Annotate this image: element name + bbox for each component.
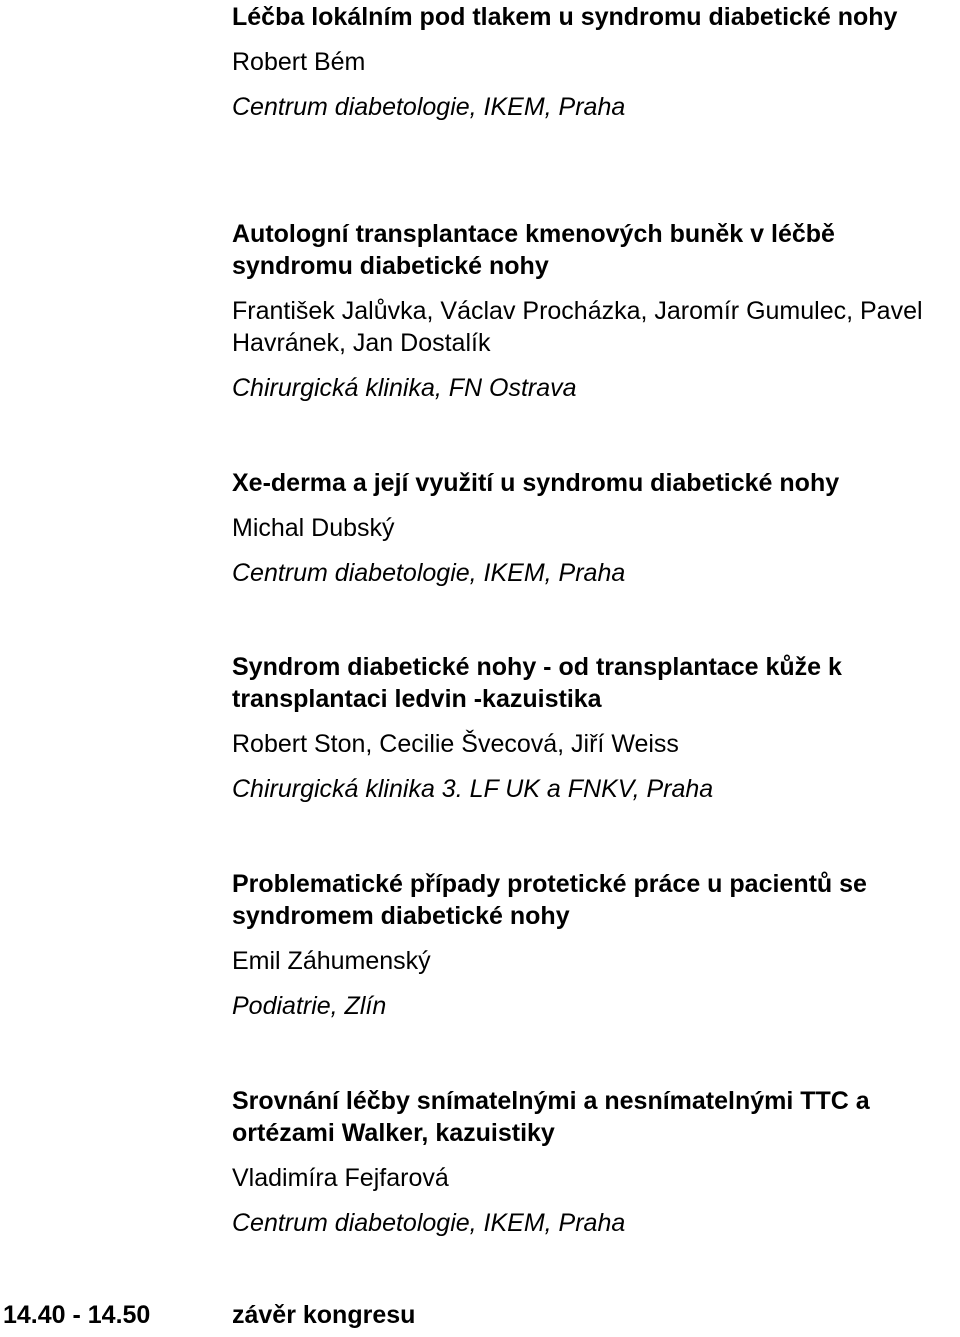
talk-title: Xe-derma a její využití u syndromu diabetické nohy xyxy=(232,469,840,497)
talk-institution: Centrum diabetologie, IKEM, Praha xyxy=(232,559,626,587)
talk-authors: Robert Bém xyxy=(232,48,366,76)
closing-label: závěr kongresu xyxy=(232,1301,416,1329)
talk-authors: František Jalůvka, Václav Procházka, Jaromír Gumulec, Pavel Havránek, Jan Dostalík xyxy=(232,297,923,357)
entry-2 xyxy=(232,467,958,589)
talk-institution: Podiatrie, Zlín xyxy=(232,992,387,1020)
closing-time: 14.40 - 14.50 xyxy=(3,1301,151,1329)
talk-title: Syndrom diabetické nohy - od transplantace kůže k transplantaci ledvin -kazuistika xyxy=(232,653,842,713)
talk-title: Srovnání léčby snímatelnými a nesnímatelnými TTC a ortézami Walker, kazuistiky xyxy=(232,1087,870,1147)
talk-title: Léčba lokálním pod tlakem u syndromu diabetické nohy xyxy=(232,3,898,31)
entry-0 xyxy=(232,1,958,123)
talk-authors: Robert Ston, Cecilie Švecová, Jiří Weiss xyxy=(232,730,679,758)
talk-institution: Centrum diabetologie, IKEM, Praha xyxy=(232,93,626,121)
entry-1 xyxy=(232,218,958,404)
talk-title: Autologní transplantace kmenových buněk v léčbě syndromu diabetické nohy xyxy=(232,220,835,280)
talk-authors: Emil Záhumenský xyxy=(232,947,431,975)
talk-institution: Chirurgická klinika 3. LF UK a FNKV, Praha xyxy=(232,775,714,803)
talk-title: Problematické případy protetické práce u pacientů se syndromem diabetické nohy xyxy=(232,870,867,930)
talk-institution: Centrum diabetologie, IKEM, Praha xyxy=(232,1209,626,1237)
talk-authors: Michal Dubský xyxy=(232,514,395,542)
entry-3 xyxy=(232,651,958,805)
talk-institution: Chirurgická klinika, FN Ostrava xyxy=(232,374,577,402)
entry-5 xyxy=(232,1085,958,1239)
entry-4 xyxy=(232,868,958,1022)
talk-authors: Vladimíra Fejfarová xyxy=(232,1164,449,1192)
